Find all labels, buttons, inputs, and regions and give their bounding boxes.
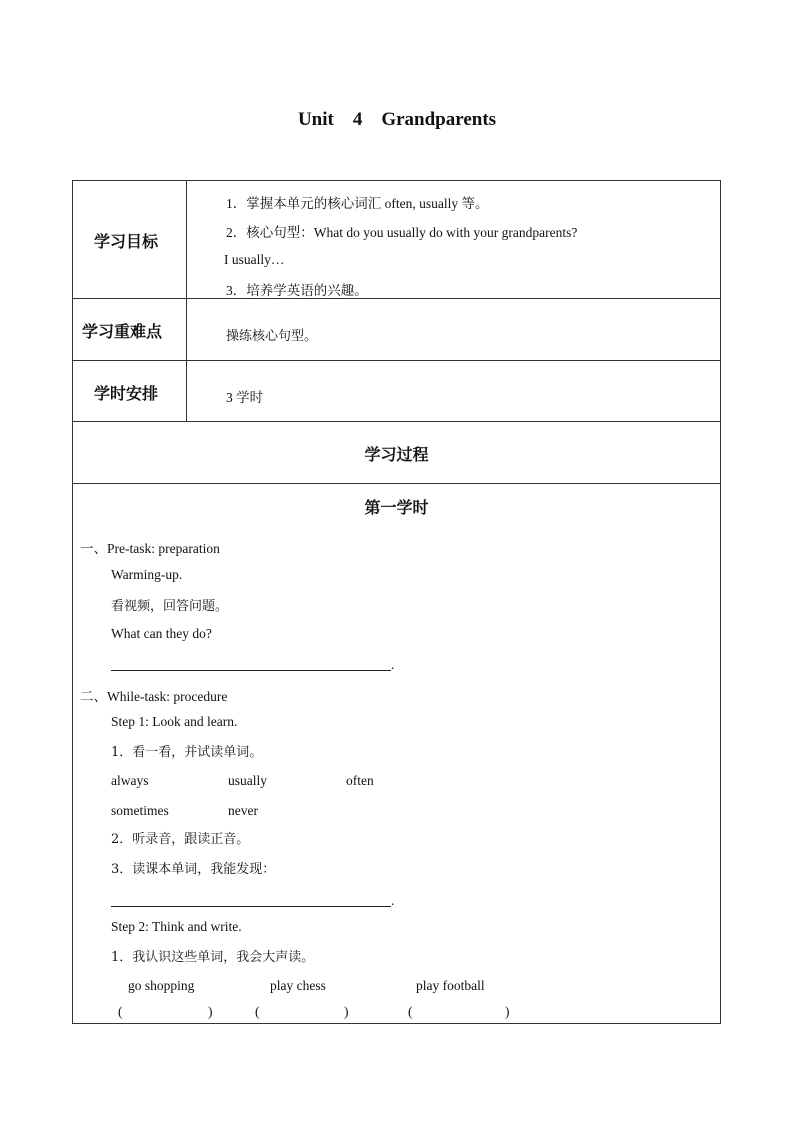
schedule-label: 学时安排	[94, 384, 159, 403]
paren-open: (	[255, 1004, 260, 1019]
process-title: 学习过程	[364, 445, 429, 464]
goal-item: 2．核心句型：What do you usually do with your grandparents?	[226, 225, 578, 240]
period: .	[391, 657, 395, 672]
paren-open: (	[408, 1004, 413, 1019]
row-divider	[72, 360, 721, 361]
goal-item: 1．掌握本单元的核心词汇 often, usually 等。	[226, 196, 489, 211]
phrase: go shopping	[128, 978, 195, 993]
word: sometimes	[111, 803, 169, 818]
while-task-heading: 二、While-task: procedure	[80, 689, 228, 704]
key-points-label: 学习重难点	[82, 322, 163, 341]
answer-blank	[111, 906, 391, 907]
answer-blank	[111, 670, 391, 671]
row-divider	[72, 483, 721, 484]
step2-heading: Step 2: Think and write.	[111, 919, 242, 934]
period: .	[391, 893, 395, 908]
step1-item: 2．听录音，跟读正音。	[111, 832, 250, 847]
paren-close: )	[208, 1004, 213, 1019]
paren-open: (	[118, 1004, 123, 1019]
word: usually	[228, 773, 267, 788]
paren-close: )	[344, 1004, 349, 1019]
row-divider	[72, 298, 721, 299]
step1-item: 3．读课本单词，我能发现：	[111, 862, 276, 877]
step1-heading: Step 1: Look and learn.	[111, 714, 238, 729]
step2-item: 1．我认识这些单词，我会大声读。	[111, 950, 315, 965]
watch-instruction: 看视频，回答问题。	[111, 599, 229, 614]
goal-item: I usually…	[224, 252, 285, 267]
goal-item: 3．培养学英语的兴趣。	[226, 283, 368, 298]
pre-task-heading: 一、Pre-task: preparation	[80, 541, 220, 556]
step1-item: 1．看一看，并试读单词。	[111, 745, 263, 760]
word: often	[346, 773, 374, 788]
word: always	[111, 773, 149, 788]
word: never	[228, 803, 258, 818]
key-points-text: 操练核心句型。	[226, 329, 318, 344]
phrase: play chess	[270, 978, 326, 993]
row-divider	[72, 421, 721, 422]
phrase: play football	[416, 978, 485, 993]
warming-up: Warming-up.	[111, 567, 183, 582]
column-divider	[186, 180, 187, 421]
paren-close: )	[505, 1004, 510, 1019]
schedule-text: 3 学时	[226, 390, 264, 405]
document-title: Unit 4 Grandparents	[297, 109, 497, 130]
question: What can they do?	[111, 626, 212, 641]
lesson-title: 第一学时	[364, 498, 429, 517]
goals-label: 学习目标	[94, 232, 159, 251]
